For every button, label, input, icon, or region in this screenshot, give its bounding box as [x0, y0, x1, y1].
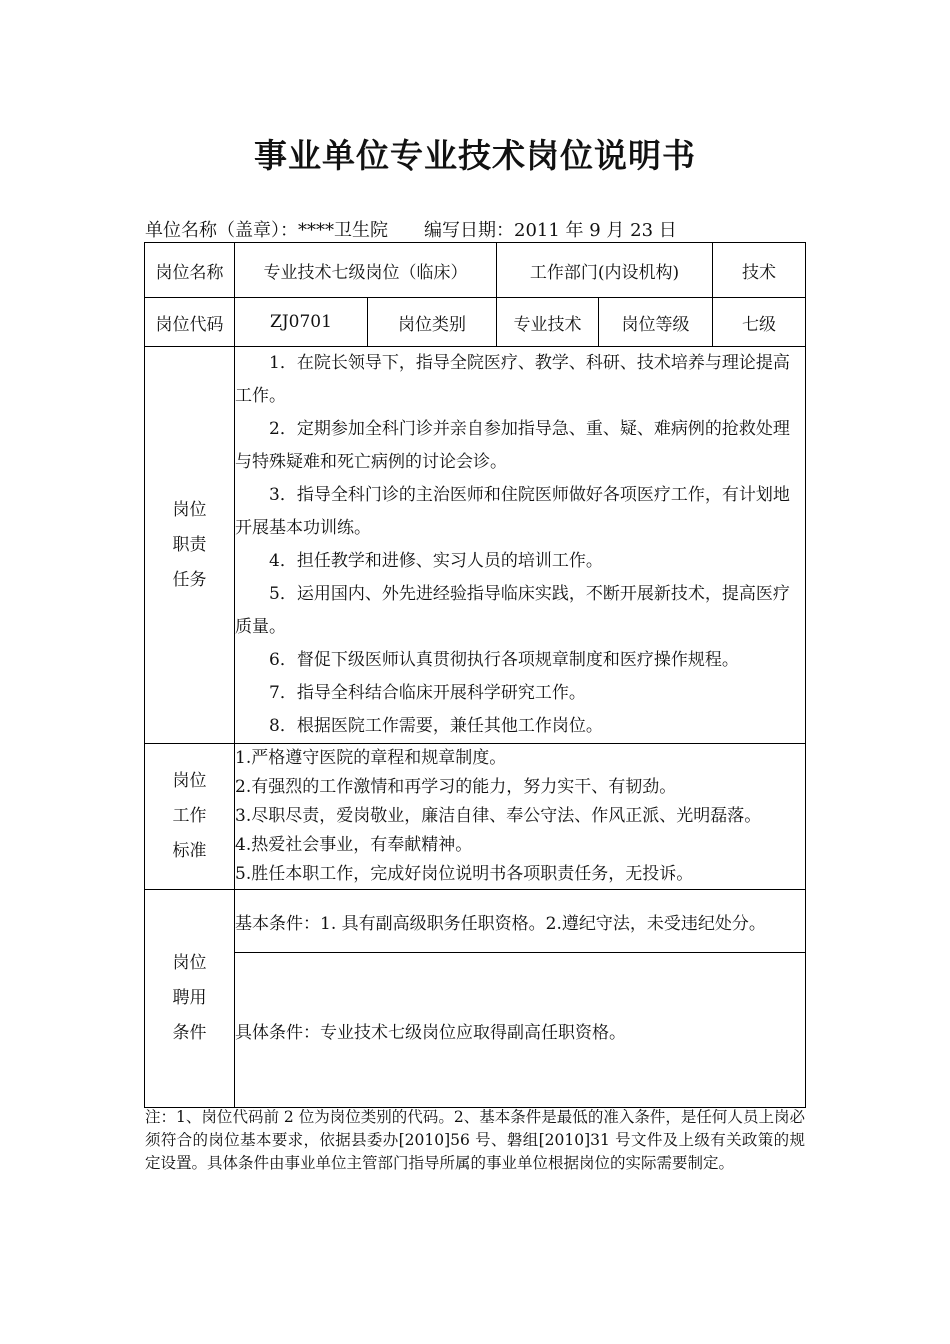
duties-list [235, 347, 806, 744]
document-title: 事业单位专业技术岗位说明书 [254, 136, 696, 175]
position-table [144, 242, 806, 1108]
footnote: 注：1、岗位代码前 2 位为岗位类别的代码。2、基本条件是最低的准入条件，是任何人员上岗必须符合的岗位基本要求，依据县委办[2010]56 号、磐组[2010]31 号文件及上级有关政策的规定设置。具体条件由事业单位主管部门指导所属的事业单位根据岗位的实际需要制定。 [145, 1108, 805, 1172]
position-code-value: ZJ0701 [235, 298, 368, 347]
position-code-label: 岗位代码 [145, 298, 235, 347]
duty-item: 6．督促下级医师认真贯彻执行各项规章制度和医疗操作规程。 [269, 650, 739, 670]
duty-item: 3．指导全科门诊的主治医师和住院医师做好各项医疗工作，有计划地开展基本功训练。 [235, 485, 790, 538]
duty-item: 1．在院长领导下，指导全院医疗、教学、科研、技术培养与理论提高工作。 [235, 353, 790, 406]
header-line [145, 216, 677, 242]
duty-item: 4．担任教学和进修、实习人员的培训工作。 [269, 551, 603, 571]
standard-item: 1.严格遵守医院的章程和规章制度。 [235, 748, 507, 768]
duty-item: 2．定期参加全科门诊并亲自参加指导急、重、疑、难病例的抢救处理与特殊疑难和死亡病例的讨论会诊。 [235, 419, 790, 472]
position-type-label: 岗位类别 [368, 298, 497, 347]
compile-date: 编写日期：2011 年 9 月 23 日 [424, 220, 677, 241]
department-label: 工作部门(内设机构) [497, 243, 713, 298]
department-value: 技术 [713, 243, 806, 298]
specific-conditions: 具体条件：专业技术七级岗位应取得副高任职资格。 [235, 953, 806, 1108]
standards-list [235, 744, 806, 890]
position-grade-label: 岗位等级 [599, 298, 713, 347]
basic-conditions: 基本条件：1. 具有副高级职务任职资格。2.遵纪守法，未受违纪处分。 [235, 890, 806, 953]
duty-item: 7．指导全科结合临床开展科学研究工作。 [269, 683, 586, 703]
duty-item: 5．运用国内、外先进经验指导临床实践，不断开展新技术，提高医疗质量。 [235, 584, 790, 637]
standard-item: 2.有强烈的工作激情和再学习的能力，努力实干、有韧劲。 [235, 777, 677, 797]
position-name-label: 岗位名称 [145, 243, 235, 298]
position-type-value: 专业技术 [497, 298, 599, 347]
standard-item: 5.胜任本职工作，完成好岗位说明书各项职责任务，无投诉。 [235, 864, 694, 884]
standards-label: 岗位 工作 标准 [145, 744, 235, 890]
duty-item: 8．根据医院工作需要，兼任其他工作岗位。 [269, 716, 603, 736]
standard-item: 3.尽职尽责，爱岗敬业，廉洁自律、奉公守法、作风正派、光明磊落。 [235, 806, 762, 826]
position-grade-value: 七级 [713, 298, 806, 347]
position-name-value: 专业技术七级岗位（临床） [235, 243, 497, 298]
standard-item: 4.热爱社会事业，有奉献精神。 [235, 835, 473, 855]
unit-name: 单位名称（盖章）：****卫生院 [145, 220, 388, 241]
duties-label: 岗位 职责 任务 [145, 347, 235, 744]
hiring-label: 岗位 聘用 条件 [145, 890, 235, 1108]
